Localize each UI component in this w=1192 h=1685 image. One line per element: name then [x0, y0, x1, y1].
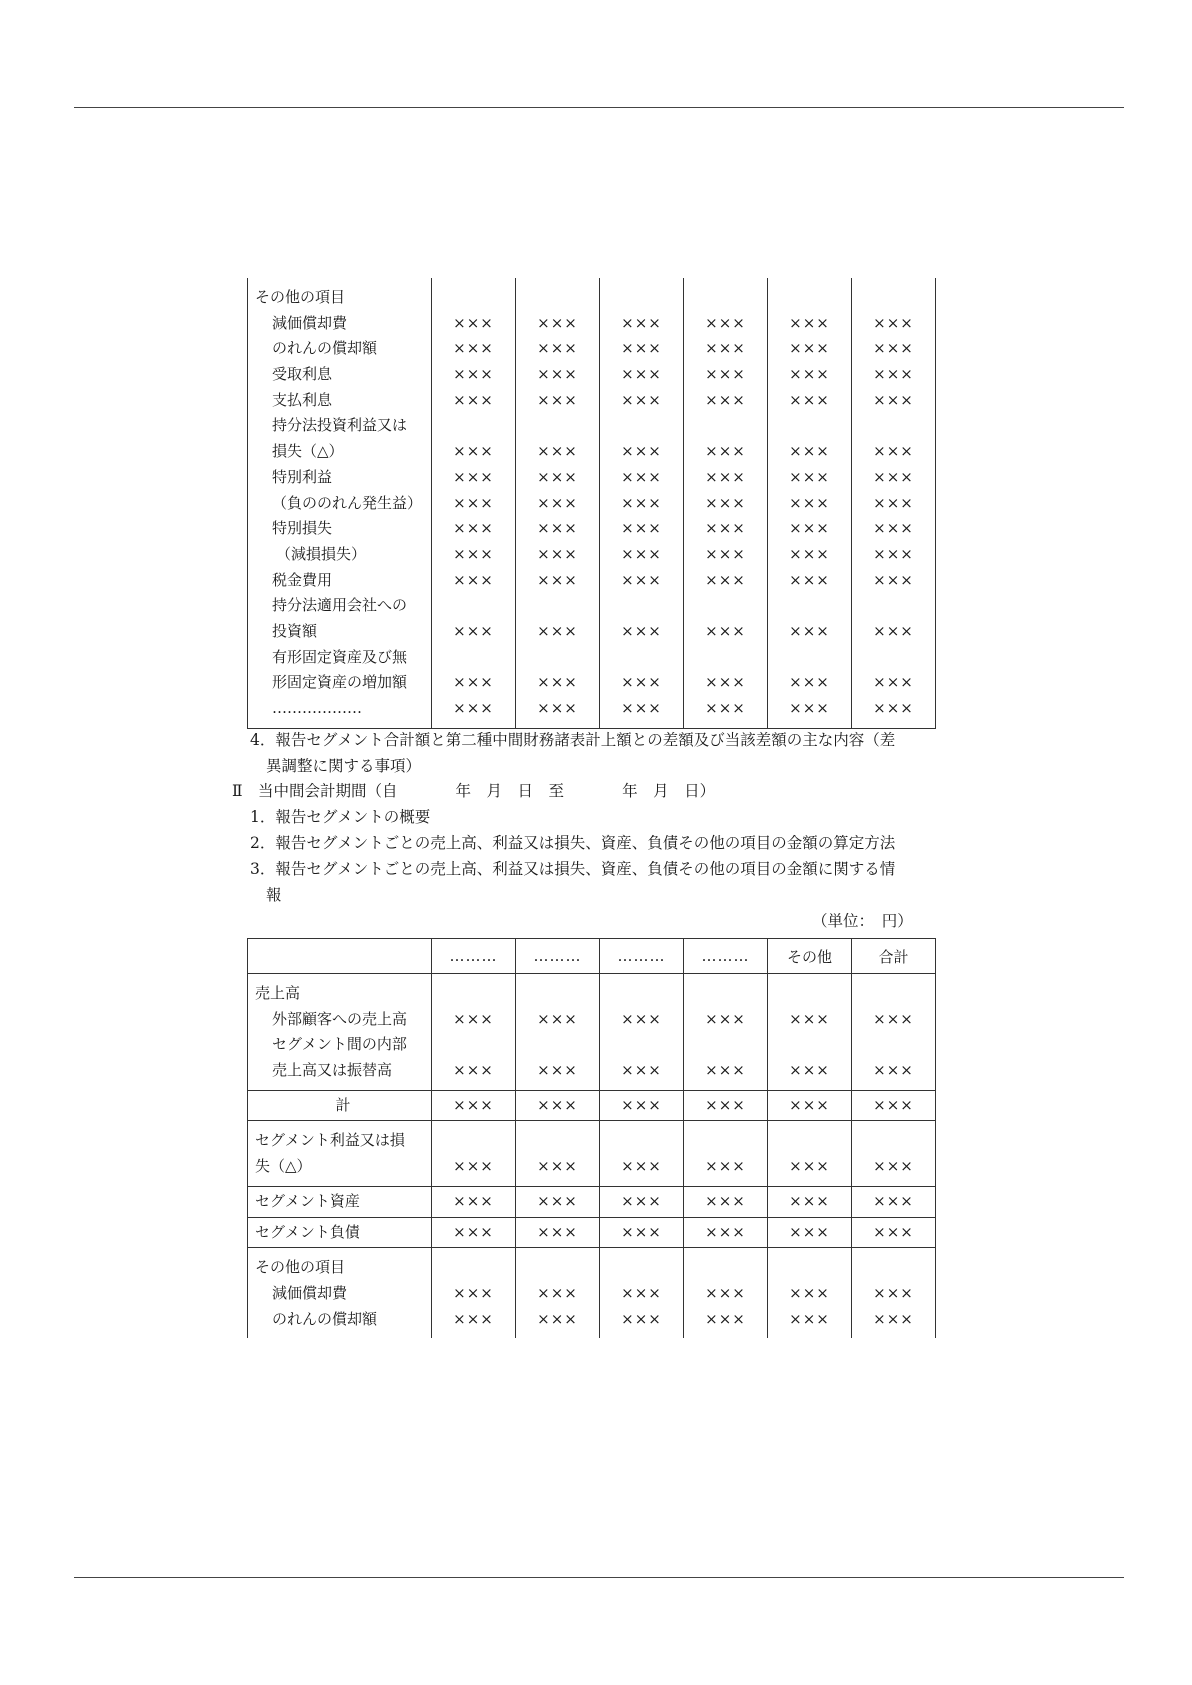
value-placeholder: ××× — [537, 1222, 578, 1241]
value-placeholder: ××× — [873, 570, 914, 589]
value-placeholder: ××× — [873, 365, 914, 384]
value-cell — [768, 1186, 852, 1217]
value-cell — [768, 974, 852, 1091]
row-label: 持分法適用会社への — [272, 596, 408, 615]
row-label-cell — [248, 1248, 432, 1339]
value-placeholder: ××× — [789, 1191, 830, 1210]
value-placeholder — [432, 413, 515, 439]
value-placeholder: ××× — [453, 544, 494, 563]
value-placeholder: ××× — [453, 1157, 494, 1176]
value-placeholder: ××× — [537, 544, 578, 563]
value-placeholder: ××× — [621, 1222, 662, 1241]
value-cell — [600, 1121, 684, 1186]
value-placeholder — [516, 1255, 599, 1281]
value-placeholder: ××× — [621, 390, 662, 409]
value-placeholder — [852, 645, 935, 671]
value-placeholder: ××× — [537, 365, 578, 384]
header-cell-segment: ……… — [432, 939, 516, 974]
value-placeholder: ××× — [537, 673, 578, 692]
row-label: 受取利息 — [272, 365, 333, 384]
note-item-2: 2．報告セグメントごとの売上高、利益又は損失、資産、負債その他の項目の金額の算定方法 — [250, 834, 896, 852]
row-label-cell — [248, 1217, 432, 1248]
value-cell — [600, 1186, 684, 1217]
value-placeholder: ××× — [705, 1309, 746, 1328]
value-cell — [432, 1248, 516, 1339]
value-cell — [600, 278, 684, 728]
note-item-4: 4．報告セグメント合計額と第二種中間財務諸表計上額との差額及び当該差額の主な内容（差 — [250, 731, 896, 749]
value-placeholder: ××× — [621, 699, 662, 717]
row-label: 形固定資産の増加額 — [272, 673, 408, 692]
value-placeholder: ××× — [789, 1283, 830, 1302]
value-placeholder — [852, 1128, 935, 1154]
value-placeholder: ××× — [873, 673, 914, 692]
row-label: セグメント間の内部 — [272, 1035, 407, 1054]
value-placeholder: ××× — [789, 1095, 830, 1114]
note-item-4-continued: 異調整に関する事項） — [266, 757, 422, 775]
value-placeholder: ××× — [705, 1191, 746, 1210]
value-placeholder: ××× — [873, 1191, 914, 1210]
value-placeholder: ××× — [537, 1309, 578, 1328]
row-label: 支払利息 — [272, 390, 333, 409]
row-label: （負ののれん発生益） — [272, 493, 423, 512]
value-placeholder: ××× — [789, 390, 830, 409]
value-cell — [684, 1248, 768, 1339]
value-cell — [432, 278, 516, 728]
value-placeholder: ××× — [873, 442, 914, 461]
row-label: 失（△） — [255, 1157, 312, 1176]
value-placeholder: ××× — [789, 1061, 830, 1080]
value-placeholder: ××× — [453, 519, 494, 538]
value-placeholder: ××× — [705, 493, 746, 512]
value-placeholder — [684, 1128, 767, 1154]
value-placeholder — [432, 1032, 515, 1058]
row-label: 売上高又は振替高 — [272, 1061, 393, 1080]
value-cell — [516, 1186, 600, 1217]
value-placeholder: ××× — [621, 519, 662, 538]
value-placeholder — [600, 285, 683, 311]
value-placeholder — [684, 285, 767, 311]
value-cell — [432, 1090, 516, 1121]
value-placeholder — [768, 1255, 851, 1281]
value-placeholder: ××× — [789, 1009, 830, 1028]
value-placeholder: ××× — [789, 621, 830, 640]
value-placeholder: ××× — [789, 339, 830, 358]
value-placeholder — [684, 413, 767, 439]
value-cell — [684, 1121, 768, 1186]
value-cell — [432, 974, 516, 1091]
note-item-3: 3．報告セグメントごとの売上高、利益又は損失、資産、負債その他の項目の金額に関する情 — [250, 860, 896, 878]
value-placeholder: ××× — [453, 467, 494, 486]
row-label: （減損損失） — [276, 544, 367, 563]
value-placeholder: ××× — [621, 544, 662, 563]
value-placeholder — [516, 1128, 599, 1154]
table-row — [248, 1248, 936, 1339]
row-label: 計 — [335, 1095, 351, 1114]
row-label-cell — [248, 278, 432, 728]
value-placeholder: ××× — [537, 1283, 578, 1302]
value-placeholder — [432, 285, 515, 311]
value-placeholder: ××× — [537, 519, 578, 538]
row-label-cell — [248, 1090, 432, 1121]
value-placeholder: ××× — [621, 1309, 662, 1328]
value-placeholder: ××× — [453, 365, 494, 384]
value-placeholder: ××× — [621, 1061, 662, 1080]
value-placeholder: ××× — [873, 1095, 914, 1114]
value-placeholder — [768, 981, 851, 1007]
value-cell — [768, 1090, 852, 1121]
value-placeholder — [600, 413, 683, 439]
row-label: 売上高 — [255, 984, 301, 1002]
value-placeholder — [432, 1128, 515, 1154]
value-placeholder: ××× — [537, 1095, 578, 1114]
value-placeholder: ××× — [705, 519, 746, 538]
value-placeholder — [600, 593, 683, 619]
row-label: のれんの償却額 — [272, 1309, 378, 1328]
value-placeholder: ××× — [705, 390, 746, 409]
value-placeholder: ××× — [789, 519, 830, 538]
value-placeholder — [600, 1255, 683, 1281]
value-placeholder — [852, 413, 935, 439]
row-label-cell — [248, 1121, 432, 1186]
value-placeholder: ××× — [789, 673, 830, 692]
value-placeholder — [768, 645, 851, 671]
value-placeholder: ××× — [453, 1009, 494, 1028]
value-placeholder: ××× — [453, 699, 494, 717]
value-placeholder — [432, 1255, 515, 1281]
value-placeholder: ××× — [873, 339, 914, 358]
value-placeholder: ××× — [873, 493, 914, 512]
value-placeholder: ××× — [705, 1009, 746, 1028]
value-placeholder — [600, 645, 683, 671]
value-cell — [684, 974, 768, 1091]
value-placeholder: ××× — [453, 390, 494, 409]
value-placeholder — [852, 593, 935, 619]
value-placeholder: ××× — [537, 1009, 578, 1028]
value-placeholder: ××× — [789, 365, 830, 384]
value-placeholder: ××× — [621, 1191, 662, 1210]
value-placeholder: ××× — [453, 442, 494, 461]
value-placeholder — [432, 593, 515, 619]
header-cell-total: 合計 — [852, 939, 936, 974]
table-row — [248, 1090, 936, 1121]
section-heading-current-period — [232, 778, 715, 804]
value-placeholder: ××× — [705, 1222, 746, 1241]
row-label: 特別損失 — [272, 519, 333, 538]
value-placeholder: ××× — [453, 1222, 494, 1241]
row-label: 投資額 — [272, 621, 318, 640]
value-placeholder: ××× — [705, 570, 746, 589]
value-placeholder — [516, 981, 599, 1007]
value-cell — [852, 1121, 936, 1186]
value-placeholder: ××× — [789, 442, 830, 461]
value-placeholder: ××× — [789, 1222, 830, 1241]
value-placeholder: ××× — [705, 467, 746, 486]
value-placeholder: ××× — [453, 1309, 494, 1328]
value-placeholder — [852, 1255, 935, 1281]
value-placeholder: ××× — [621, 1157, 662, 1176]
value-cell — [432, 1121, 516, 1186]
value-placeholder — [516, 645, 599, 671]
value-placeholder: ××× — [537, 390, 578, 409]
value-placeholder — [768, 413, 851, 439]
value-placeholder: ××× — [537, 699, 578, 717]
value-cell — [516, 1121, 600, 1186]
value-placeholder: ××× — [873, 544, 914, 563]
row-label: 外部顧客への売上高 — [272, 1009, 408, 1028]
value-cell — [516, 974, 600, 1091]
value-placeholder: ××× — [453, 1283, 494, 1302]
value-placeholder — [852, 1032, 935, 1058]
value-placeholder — [684, 1255, 767, 1281]
value-placeholder: ××× — [705, 699, 746, 717]
value-placeholder: ××× — [873, 519, 914, 538]
value-placeholder: ××× — [621, 493, 662, 512]
value-cell — [852, 278, 936, 728]
row-label: 税金費用 — [272, 570, 333, 589]
section-heading-part: 年 月 日 至 — [455, 782, 565, 800]
value-cell — [516, 1248, 600, 1339]
value-placeholder: ××× — [705, 1061, 746, 1080]
value-cell — [684, 1186, 768, 1217]
value-cell — [768, 278, 852, 728]
value-placeholder: ××× — [873, 313, 914, 332]
table-row — [248, 1121, 936, 1186]
row-label: 持分法投資利益又は — [272, 416, 408, 435]
value-placeholder: ××× — [621, 1009, 662, 1028]
row-label: 特別利益 — [272, 467, 333, 486]
value-placeholder — [516, 285, 599, 311]
value-placeholder — [600, 1128, 683, 1154]
table-header-row — [248, 939, 936, 974]
segment-table-continued — [247, 278, 936, 729]
value-placeholder: ××× — [621, 1095, 662, 1114]
value-placeholder: ××× — [621, 339, 662, 358]
value-placeholder: ××× — [705, 313, 746, 332]
value-cell — [516, 1090, 600, 1121]
value-placeholder: ××× — [789, 699, 830, 717]
value-cell — [852, 1186, 936, 1217]
value-placeholder — [432, 645, 515, 671]
value-cell — [600, 1090, 684, 1121]
row-label: セグメント資産 — [255, 1191, 360, 1210]
row-label: セグメント負債 — [255, 1222, 360, 1241]
value-placeholder: ××× — [789, 313, 830, 332]
row-label: ……………… — [272, 699, 362, 717]
value-placeholder: ××× — [453, 621, 494, 640]
table-row — [248, 278, 936, 728]
value-placeholder: ××× — [537, 467, 578, 486]
value-placeholder — [432, 981, 515, 1007]
value-placeholder — [516, 593, 599, 619]
value-cell — [600, 1248, 684, 1339]
value-placeholder: ××× — [453, 339, 494, 358]
value-placeholder: ××× — [789, 544, 830, 563]
value-placeholder: ××× — [453, 673, 494, 692]
value-placeholder: ××× — [453, 1191, 494, 1210]
value-placeholder: ××× — [453, 1095, 494, 1114]
value-placeholder: ××× — [705, 1283, 746, 1302]
note-item-1: 1．報告セグメントの概要 — [250, 808, 431, 826]
value-cell — [516, 1217, 600, 1248]
value-cell — [600, 1217, 684, 1248]
header-cell-segment: ……… — [684, 939, 768, 974]
value-placeholder: ××× — [621, 621, 662, 640]
table-row — [248, 974, 936, 1091]
value-cell — [768, 1217, 852, 1248]
value-cell — [852, 1090, 936, 1121]
value-placeholder: ××× — [705, 621, 746, 640]
value-placeholder: ××× — [705, 365, 746, 384]
value-placeholder: ××× — [453, 313, 494, 332]
value-placeholder: ××× — [621, 313, 662, 332]
value-placeholder: ××× — [537, 1157, 578, 1176]
value-placeholder: ××× — [621, 467, 662, 486]
value-placeholder: ××× — [705, 1157, 746, 1176]
value-placeholder: ××× — [537, 570, 578, 589]
value-placeholder — [768, 285, 851, 311]
table-row — [248, 1186, 936, 1217]
value-placeholder: ××× — [789, 493, 830, 512]
value-placeholder: ××× — [873, 699, 914, 717]
value-cell — [432, 1217, 516, 1248]
header-rule — [74, 107, 1124, 108]
row-label: のれんの償却額 — [272, 339, 378, 358]
value-cell — [852, 1248, 936, 1339]
value-placeholder — [684, 593, 767, 619]
value-placeholder: ××× — [621, 570, 662, 589]
value-cell — [684, 1217, 768, 1248]
value-placeholder: ××× — [873, 467, 914, 486]
value-placeholder: ××× — [537, 1191, 578, 1210]
value-placeholder: ××× — [873, 1157, 914, 1176]
note-item-3-continued: 報 — [266, 886, 282, 904]
section-heading-part: Ⅱ 当中間会計期間（自 — [232, 782, 398, 800]
value-placeholder: ××× — [453, 1061, 494, 1080]
value-placeholder: ××× — [873, 390, 914, 409]
value-placeholder: ××× — [453, 493, 494, 512]
header-cell-other: その他 — [768, 939, 852, 974]
value-placeholder — [600, 981, 683, 1007]
value-cell — [684, 1090, 768, 1121]
value-placeholder: ××× — [621, 1283, 662, 1302]
value-placeholder: ××× — [873, 1222, 914, 1241]
value-placeholder: ××× — [789, 1157, 830, 1176]
value-placeholder: ××× — [705, 544, 746, 563]
value-placeholder — [768, 593, 851, 619]
value-placeholder: ××× — [789, 1309, 830, 1328]
value-placeholder: ××× — [705, 442, 746, 461]
value-placeholder: ××× — [621, 365, 662, 384]
value-placeholder: ××× — [537, 313, 578, 332]
row-label: 減価償却費 — [272, 1283, 348, 1302]
value-placeholder: ××× — [453, 570, 494, 589]
value-placeholder — [852, 285, 935, 311]
value-placeholder: ××× — [621, 673, 662, 692]
value-placeholder: ××× — [873, 1309, 914, 1328]
row-label: その他の項目 — [255, 1258, 346, 1277]
value-cell — [600, 974, 684, 1091]
table-row — [248, 1217, 936, 1248]
value-placeholder — [600, 1032, 683, 1058]
row-label: その他の項目 — [255, 288, 346, 306]
value-placeholder: ××× — [537, 442, 578, 461]
value-cell — [684, 278, 768, 728]
value-placeholder: ××× — [705, 1095, 746, 1114]
value-placeholder: ××× — [621, 442, 662, 461]
value-placeholder: ××× — [705, 673, 746, 692]
value-placeholder: ××× — [537, 621, 578, 640]
value-placeholder: ××× — [789, 570, 830, 589]
value-cell — [852, 1217, 936, 1248]
value-cell — [768, 1121, 852, 1186]
row-label: 損失（△） — [272, 442, 344, 461]
value-placeholder: ××× — [873, 1009, 914, 1028]
value-placeholder — [684, 1032, 767, 1058]
section-heading-part: 年 月 日） — [622, 782, 716, 800]
value-placeholder: ××× — [789, 467, 830, 486]
value-placeholder — [768, 1032, 851, 1058]
value-cell — [852, 974, 936, 1091]
header-cell-blank — [248, 939, 432, 974]
row-label: 減価償却費 — [272, 313, 348, 332]
value-placeholder: ××× — [873, 1061, 914, 1080]
header-cell-segment: ……… — [600, 939, 684, 974]
value-cell — [768, 1248, 852, 1339]
value-cell — [516, 278, 600, 728]
row-label: セグメント利益又は損 — [255, 1131, 405, 1150]
value-placeholder — [684, 981, 767, 1007]
footer-rule — [74, 1577, 1124, 1578]
value-placeholder: ××× — [537, 1061, 578, 1080]
unit-label: （単位： 円） — [812, 912, 913, 930]
value-placeholder: ××× — [873, 621, 914, 640]
segment-information-table — [247, 938, 936, 1338]
value-placeholder — [684, 645, 767, 671]
row-label-cell — [248, 1186, 432, 1217]
value-placeholder — [516, 413, 599, 439]
value-cell — [432, 1186, 516, 1217]
value-placeholder: ××× — [537, 339, 578, 358]
value-placeholder: ××× — [705, 339, 746, 358]
row-label: 有形固定資産及び無 — [272, 647, 408, 666]
value-placeholder — [516, 1032, 599, 1058]
value-placeholder — [768, 1128, 851, 1154]
value-placeholder — [852, 981, 935, 1007]
value-placeholder: ××× — [873, 1283, 914, 1302]
row-label-cell — [248, 974, 432, 1091]
value-placeholder: ××× — [537, 493, 578, 512]
header-cell-segment: ……… — [516, 939, 600, 974]
